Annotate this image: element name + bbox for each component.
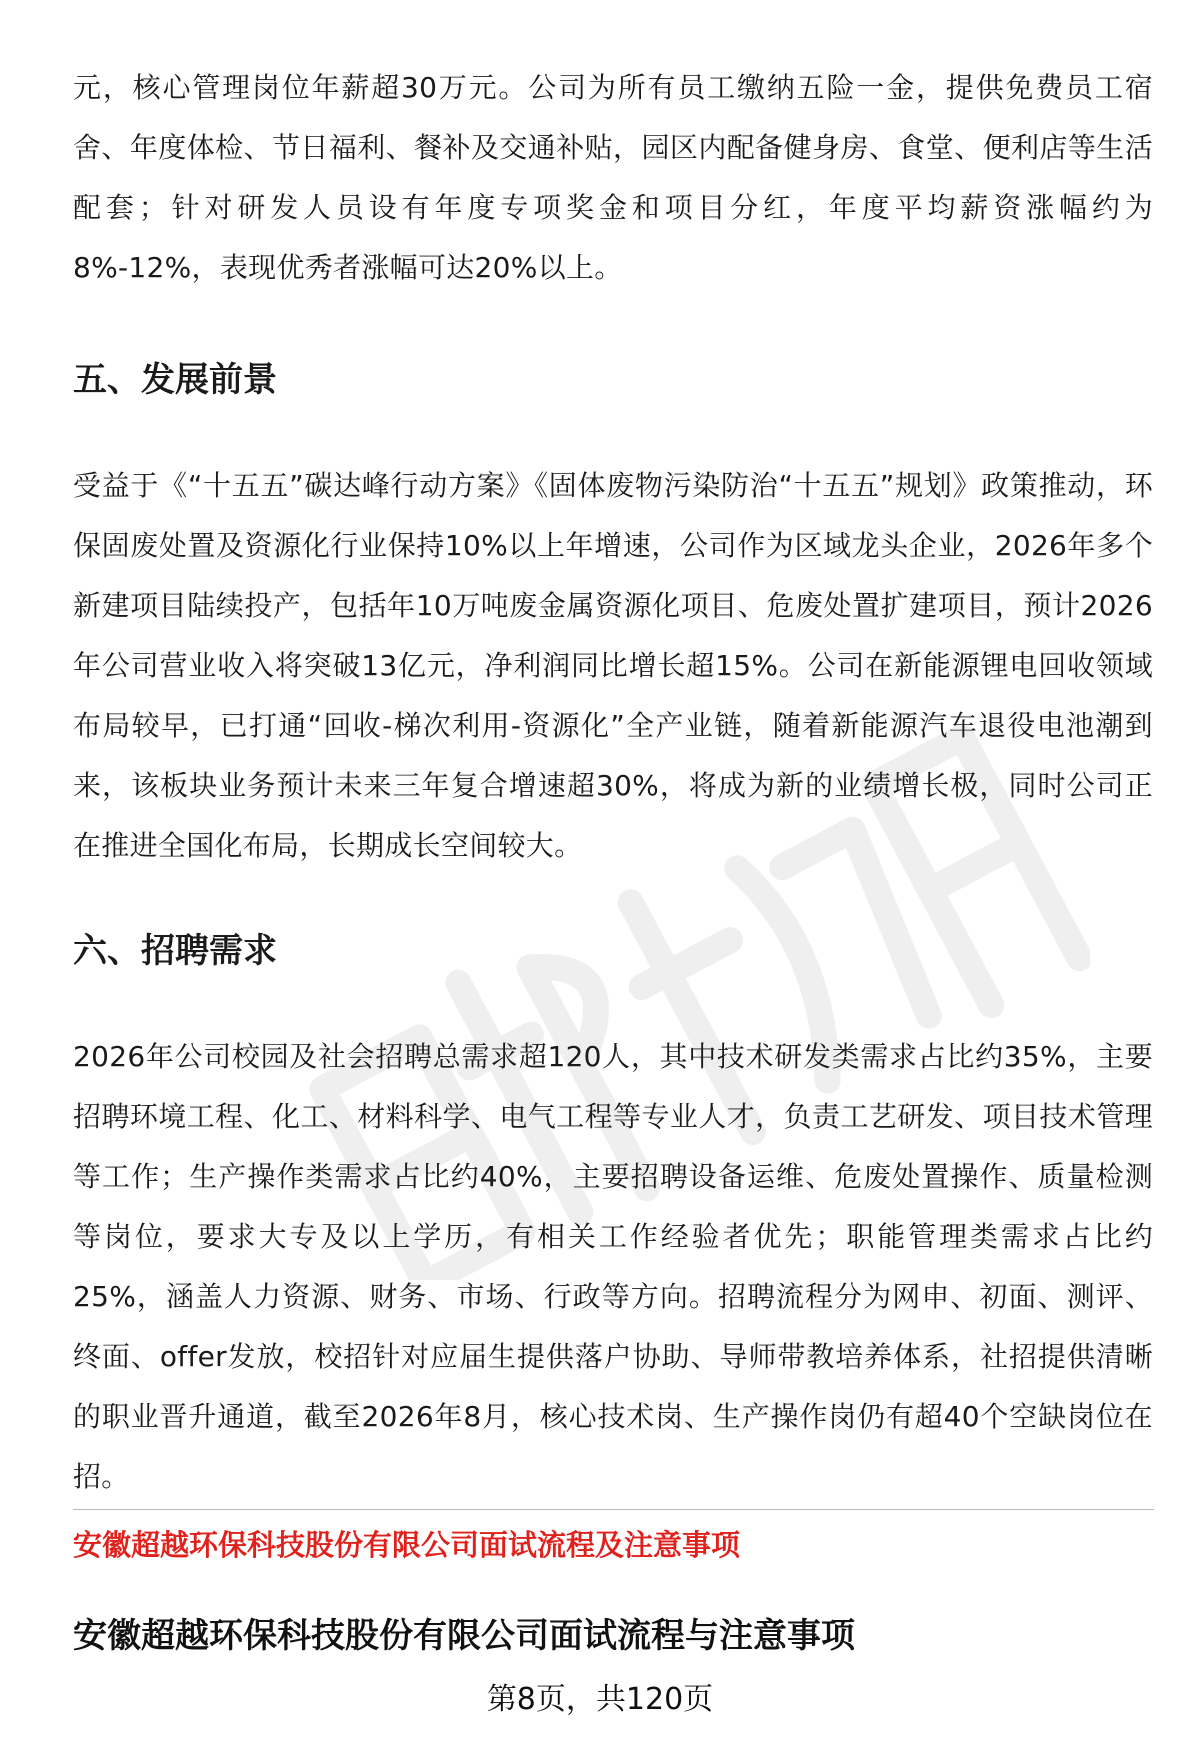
next-section-title: 安徽超越环保科技股份有限公司面试流程与注意事项 xyxy=(73,1616,855,1656)
recruitment-paragraph: 2026年公司校园及社会招聘总需求超120人，其中技术研发类需求占比约35%，主要招聘环境工程、化工、材料科学、电气工程等专业人才，负责工艺研发、项目技术管理等工作；生产操作类需求占比约40%，主要招聘设备运维、危废处置操作、质量检测等岗位，要求大专及以上学历，有相关工作经验者优先；职能管理类需求占比约25%，涵盖人力资源、财务、市场、行政等方向。招聘流程分为网申、初面、测评、终面、offer发放，校招针对应届生提供落户协助、导师带教培养体系，社招提供清晰的职业晋升通道，截至2026年8月，核心技术岗、生产操作岗仍有超40个空缺岗位在招。 xyxy=(73,1040,1153,1493)
salary-paragraph: 元，核心管理岗位年薪超30万元。公司为所有员工缴纳五险一金，提供免费员工宿舍、年度体检、节日福利、餐补及交通补贴，园区内配备健身房、食堂、便利店等生活配套；针对研发人员设有年度专项奖金和项目分红，年度平均薪资涨幅约为8%-12%，表现优秀者涨幅可达20%以上。 xyxy=(73,71,1153,284)
prospects-paragraph: 受益于《“十五五”碳达峰行动方案》《固体废物污染防治“十五五”规划》政策推动，环保固废处置及资源化行业保持10%以上年增速，公司作为区域龙头企业，2026年多个新建项目陆续投产，包括年10万吨废金属资源化项目、危废处置扩建项目，预计2026年公司营业收入将突破13亿元，净利润同比增长超15%。公司在新能源锂电回收领域布局较早，已打通“回收-梯次利用-资源化”全产业链，随着新能源汽车退役电池潮到来，该板块业务预计未来三年复合增速超30%，将成为新的业绩增长极，同时公司正在推进全国化布局，长期成长空间较大。 xyxy=(73,469,1153,862)
divider xyxy=(73,1509,1154,1510)
page-number: 第8页，共120页 xyxy=(486,1682,714,1717)
section-heading-recruitment: 六、招聘需求 xyxy=(73,931,277,971)
main-content xyxy=(73,58,1153,1507)
related-article-link[interactable]: 安徽超越环保科技股份有限公司面试流程及注意事项 xyxy=(73,1528,741,1562)
section-heading-prospects: 五、发展前景 xyxy=(73,360,277,400)
